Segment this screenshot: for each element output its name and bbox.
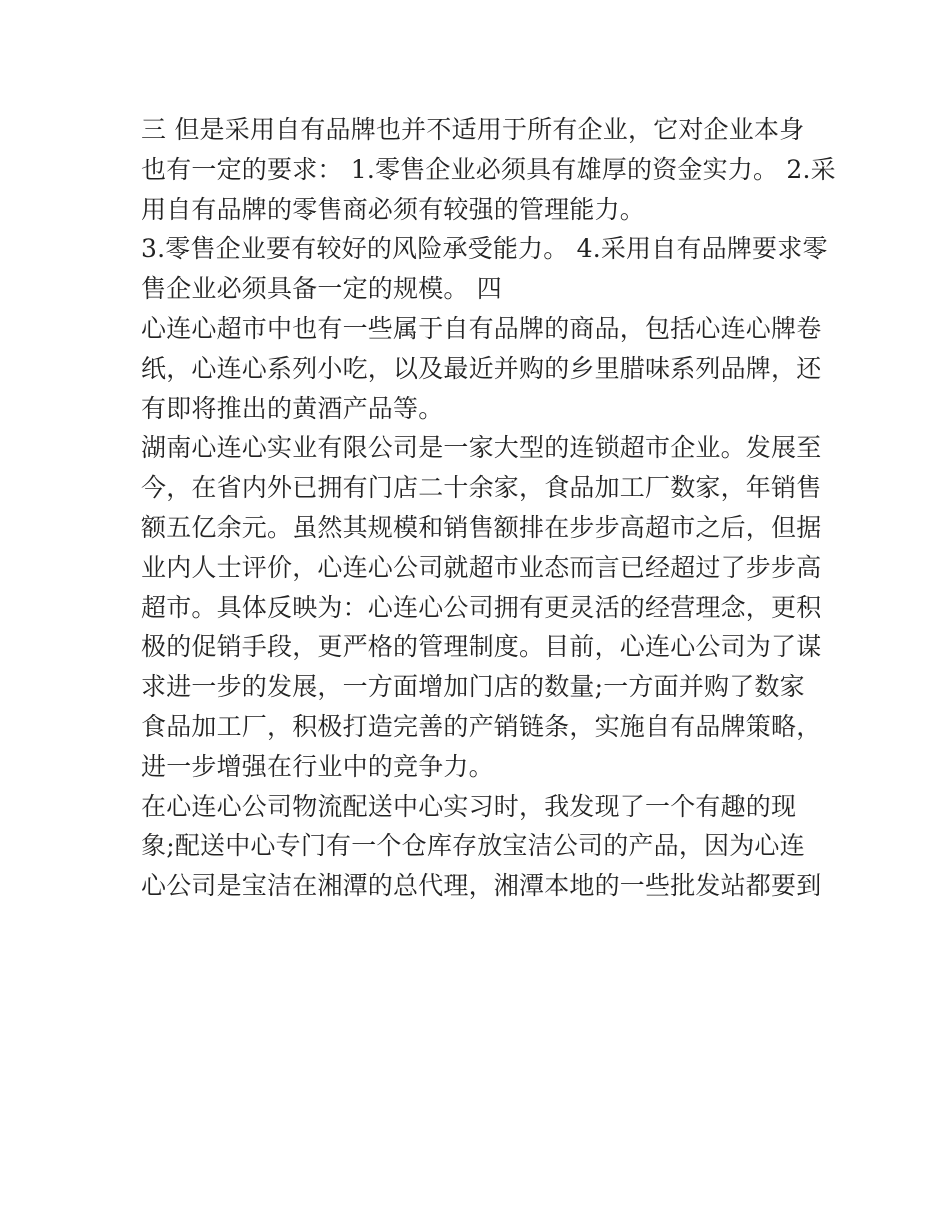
paragraph-own-brand-requirements [141,110,836,229]
text-line: 食品加工厂，积极打造完善的产销链条，实施自有品牌策略， [141,711,822,741]
text-line: 今，在省内外已拥有门店二十余家，食品加工厂数家，年销售 [141,473,822,503]
text-line: 超市。具体反映为：心连心公司拥有更灵活的经营理念，更积 [141,592,822,622]
text-line: 心连心超市中也有一些属于自有品牌的商品，包括心连心牌卷 [141,313,822,343]
text-line: 心公司是宝洁在湘潭的总代理，湘潭本地的一些批发站都要到 [141,871,822,901]
text-line: 进一步增强在行业中的竞争力。 [141,751,494,781]
document-body [141,110,836,906]
text-line: 象;配送中心专门有一个仓库存放宝洁公司的产品，因为心连 [141,831,805,861]
text-line: 3.零售企业要有较好的风险承受能力。 4.采用自有品牌要求零 [141,234,828,264]
text-line: 湖南心连心实业有限公司是一家大型的连锁超市企业。发展至 [141,433,822,463]
text-line: 纸，心连心系列小吃，以及最近并购的乡里腊味系列品牌，还 [141,353,822,383]
paragraph-company-overview [141,428,821,786]
text-line: 售企业必须具备一定的规模。 四 [141,274,502,304]
paragraph-risk-and-scale [141,229,828,309]
text-line: 业内人士评价，心连心公司就超市业态而言已经超过了步步高 [141,552,822,582]
text-line: 极的促销手段，更严格的管理制度。目前，心连心公司为了谋 [141,632,822,662]
text-line: 求进一步的发展，一方面增加门店的数量;一方面并购了数家 [141,672,805,702]
paragraph-internship-observation [141,787,821,906]
text-line: 额五亿余元。虽然其规模和销售额排在步步高超市之后，但据 [141,512,822,542]
text-line: 有即将推出的黄酒产品等。 [141,393,444,423]
text-line: 在心连心公司物流配送中心实习时，我发现了一个有趣的现 [141,791,797,821]
paragraph-xinlianxin-products [141,309,821,428]
text-line: 三 但是采用自有品牌也并不适用于所有企业，它对企业本身 [141,115,805,144]
text-line: 也有一定的要求： 1.零售企业必须具有雄厚的资金实力。 2.采 [141,154,836,184]
text-line: 用自有品牌的零售商必须有较强的管理能力。 [141,194,646,224]
